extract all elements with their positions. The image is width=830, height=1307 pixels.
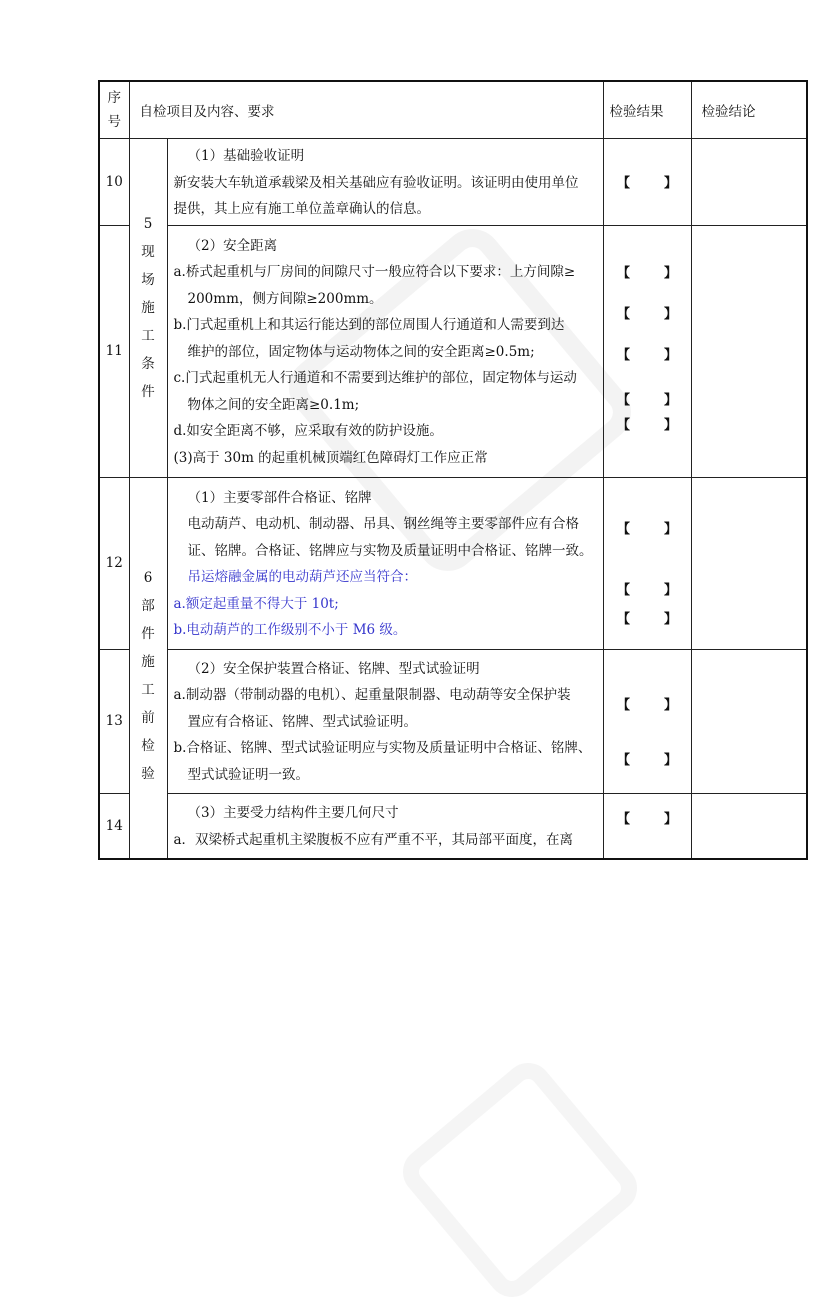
item-line: 新安装大车轨道承载梁及相关基础应有验收证明。该证明由使用单位 (173, 174, 579, 191)
item-line: b.合格证、铭牌、型式试验证明应与实物及质量证明中合格证、铭牌、 (173, 740, 592, 757)
inspection-table (98, 80, 808, 860)
result-checkbox[interactable]: 【 】 (616, 265, 678, 281)
item-line: （1）基础验收证明 (187, 148, 305, 164)
result-cell (603, 225, 691, 477)
item-line: 吊运熔融金属的电动葫芦还应当符合： (187, 569, 417, 585)
item-content (167, 477, 603, 649)
category-label: 现场施工条件 (141, 243, 155, 400)
result-checkbox[interactable]: 【 】 (616, 306, 678, 322)
category-6 (129, 477, 167, 859)
item-line: 型式试验证明一致。 (187, 766, 309, 783)
watermark-logo-bottom (393, 1053, 647, 1307)
item-line: （2）安全保护装置合格证、铭牌、型式试验证明 (187, 660, 480, 677)
item-line: b.电动葫芦的工作级别不小于 M6 级。 (173, 622, 407, 638)
result-checkbox[interactable]: 【 】 (616, 392, 678, 408)
item-line: 200mm，侧方间隙≥200mm。 (187, 290, 383, 307)
item-line: d.如安全距离不够，应采取有效的防护设施。 (173, 423, 443, 440)
table-row (99, 793, 807, 859)
result-checkbox[interactable]: 【 】 (616, 611, 678, 627)
result-checkbox[interactable]: 【 】 (616, 347, 678, 363)
header-item: 自检项目及内容、要求 (129, 81, 603, 139)
result-cell (603, 649, 691, 793)
result-checkbox[interactable]: 【 】 (616, 417, 678, 433)
conclusion-cell[interactable] (691, 793, 807, 859)
item-line: （1）主要零部件合格证、铭牌 (187, 489, 372, 506)
item-line: 置应有合格证、铭牌、型式试验证明。 (187, 713, 417, 730)
item-content (167, 225, 603, 477)
result-cell (603, 793, 691, 859)
result-checkbox[interactable]: 【 】 (616, 811, 678, 827)
item-line: (3)高于 30m 的起重机械顶端红色障碍灯工作应正常 (173, 449, 488, 466)
table-row (99, 649, 807, 793)
item-line: c.门式起重机无人行通道和不需要到达维护的部位，固定物体与运动 (173, 370, 577, 387)
result-cell (603, 477, 691, 649)
row-number: 10 (99, 139, 129, 226)
row-number: 11 (99, 225, 129, 477)
table-row (99, 139, 807, 226)
result-checkbox[interactable]: 【 】 (616, 176, 678, 192)
item-line: 提供，其上应有施工单位盖章确认的信息。 (173, 201, 430, 217)
header-result: 检验结果 (603, 81, 691, 139)
table-row (99, 477, 807, 649)
category-5 (129, 139, 167, 478)
result-checkbox[interactable]: 【 】 (616, 582, 678, 598)
row-number: 13 (99, 649, 129, 793)
table-row (99, 225, 807, 477)
conclusion-cell[interactable] (691, 477, 807, 649)
header-seq-text: 序号 (107, 90, 121, 130)
item-line: a.制动器（带制动器的电机）、起重量限制器、电动葫等安全保护装 (173, 687, 571, 704)
row-number: 14 (99, 793, 129, 859)
item-line: 物体之间的安全距离≥0.1m; (187, 396, 360, 413)
conclusion-cell[interactable] (691, 139, 807, 226)
item-line: a．双梁桥式起重机主梁腹板不应有严重不平，其局部平面度，在离 (173, 831, 574, 848)
item-content (167, 139, 603, 226)
item-content (167, 793, 603, 859)
header-seq (99, 81, 129, 139)
conclusion-cell[interactable] (691, 649, 807, 793)
header-row (99, 81, 807, 139)
result-checkbox[interactable]: 【 】 (616, 698, 678, 713)
conclusion-cell[interactable] (691, 225, 807, 477)
result-cell (603, 139, 691, 226)
item-line: 维护的部位，固定物体与运动物体之间的安全距离≥0.5m; (187, 343, 535, 360)
item-line: b.门式起重机上和其运行能达到的部位周围人行通道和人需要到达 (173, 317, 565, 334)
category-number: 6 (143, 569, 153, 586)
category-label: 部件施工前检验 (141, 597, 155, 782)
item-line: 证、铭牌。合格证、铭牌应与实物及质量证明中合格证、铭牌一致。 (187, 542, 593, 559)
item-line: 电动葫芦、电动机、制动器、吊具、钢丝绳等主要零部件应有合格 (187, 516, 579, 532)
header-conclusion: 检验结论 (691, 81, 807, 139)
item-line: （2）安全距离 (187, 237, 278, 254)
result-checkbox[interactable]: 【 】 (616, 521, 678, 537)
result-checkbox[interactable]: 【 】 (616, 753, 678, 768)
item-line: （3）主要受力结构件主要几何尺寸 (187, 805, 399, 822)
item-content (167, 649, 603, 793)
category-number: 5 (143, 215, 153, 232)
row-number: 12 (99, 477, 129, 649)
item-line: a.桥式起重机与厂房间的间隙尺寸一般应符合以下要求：上方间隙≥ (173, 264, 576, 281)
item-line: a.额定起重量不得大于 10t; (173, 595, 339, 612)
